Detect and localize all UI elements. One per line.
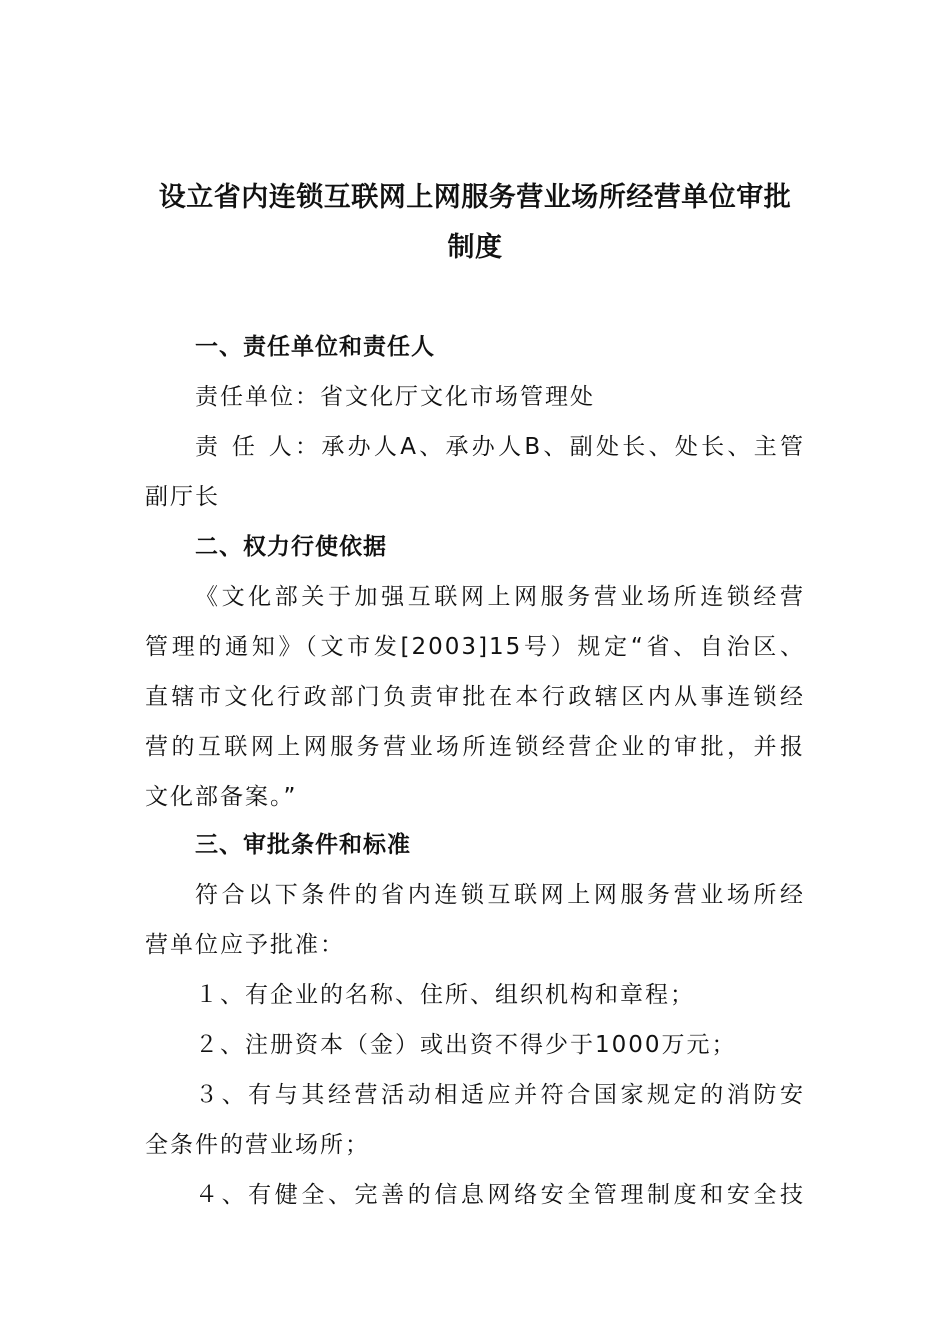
basis-text-line-2: 管理的通知》（文市发[2003]15号）规定“省、自治区、 [145, 634, 805, 660]
condition-item-3-line-2: 全条件的营业场所； [145, 1132, 370, 1158]
conditions-intro-line-1: 符合以下条件的省内连锁互联网上网服务营业场所经 [195, 882, 805, 908]
document-title-line-2: 制度 [447, 232, 503, 263]
basis-text-line-5: 文化部备案。” [145, 784, 298, 810]
condition-item-1: １、有企业的名称、住所、组织机构和章程； [195, 982, 695, 1008]
responsible-person-line-2: 副厅长 [145, 484, 220, 510]
responsible-person-line-1: 责 任 人：承办人A、承办人B、副处长、处长、主管 [195, 434, 805, 460]
condition-item-4-line-1: ４、有健全、完善的信息网络安全管理制度和安全技 [195, 1182, 805, 1208]
basis-text-line-4: 营的互联网上网服务营业场所连锁经营企业的审批，并报 [145, 734, 805, 760]
responsible-unit-line: 责任单位：省文化厅文化市场管理处 [195, 384, 595, 410]
section-1-heading: 一、责任单位和责任人 [195, 334, 435, 360]
document-title-line-1: 设立省内连锁互联网上网服务营业场所经营单位审批 [158, 182, 792, 213]
section-2-heading: 二、权力行使依据 [195, 534, 387, 560]
basis-text-line-3: 直辖市文化行政部门负责审批在本行政辖区内从事连锁经 [145, 684, 805, 710]
condition-item-2: ２、注册资本（金）或出资不得少于1000万元； [195, 1032, 737, 1058]
conditions-intro-line-2: 营单位应予批准： [145, 932, 345, 958]
basis-text-line-1: 《文化部关于加强互联网上网服务营业场所连锁经营 [195, 584, 805, 610]
section-3-heading: 三、审批条件和标准 [195, 832, 411, 858]
condition-item-3-line-1: ３、有与其经营活动相适应并符合国家规定的消防安 [195, 1082, 805, 1108]
